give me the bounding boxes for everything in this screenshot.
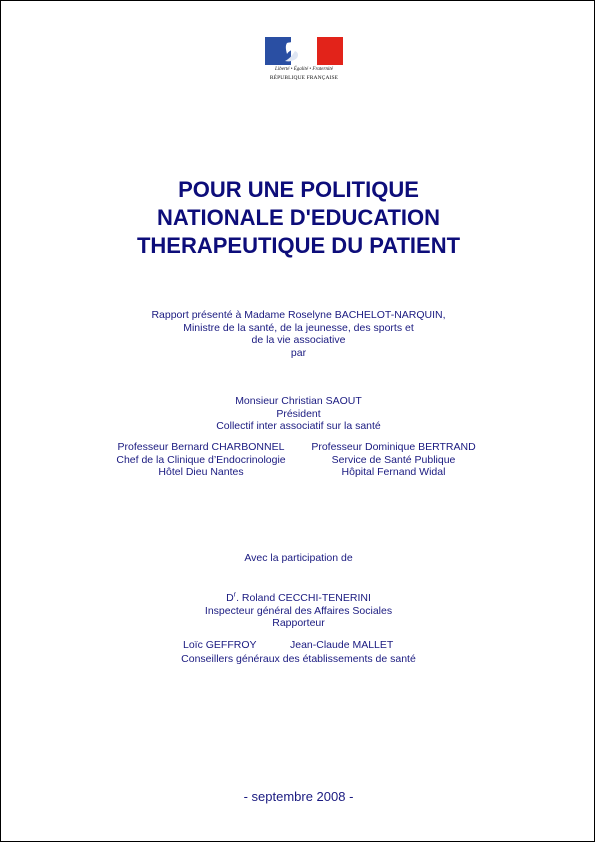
bertrand-name: Professeur Dominique BERTRAND	[311, 441, 476, 453]
bertrand-place: Hôpital Fernand Widal	[341, 466, 446, 479]
cecchi-title: D	[226, 592, 234, 604]
document-date: - septembre 2008 -	[243, 789, 354, 804]
charbonnel-place: Hôtel Dieu Nantes	[158, 466, 244, 479]
cecchi-name-line	[1, 592, 595, 605]
charbonnel-name: Professeur Bernard CHARBONNEL	[117, 441, 285, 453]
author-saout-block	[1, 395, 595, 433]
conseillers-block	[1, 653, 595, 666]
author-charbonnel	[101, 441, 301, 479]
report-line-par: par	[290, 346, 307, 359]
participation-heading	[1, 552, 595, 565]
co-authors-block	[1, 441, 595, 481]
logo-republique-francaise: RÉPUBLIQUE FRANÇAISE	[269, 75, 339, 81]
title-line-1: POUR UNE POLITIQUE	[178, 177, 419, 202]
report-line-2: Ministre de la santé, de la jeunesse, des sports et	[183, 321, 414, 334]
mallet-name: Jean-Claude MALLET	[290, 639, 394, 651]
saout-name: Monsieur Christian SAOUT	[235, 395, 362, 407]
document-title	[1, 176, 595, 260]
author-bertrand	[296, 441, 491, 479]
cecchi-function: Rapporteur	[272, 617, 325, 630]
saout-org: Collectif inter associatif sur la santé	[216, 420, 381, 433]
conseillers-names-row	[1, 639, 595, 653]
cecchi-title-sup: r	[233, 591, 237, 599]
report-recipient-block	[1, 309, 595, 359]
title-line-3: THERAPEUTIQUE DU PATIENT	[136, 233, 461, 258]
report-line-3: de la vie associative	[251, 334, 346, 347]
participation-text: Avec la participation de	[244, 552, 353, 564]
logo-motto: Liberté • Égalité • Fraternité	[275, 67, 333, 72]
cecchi-role: Inspecteur général des Affaires Sociales	[204, 604, 393, 617]
bertrand-role: Service de Santé Publique	[331, 453, 456, 466]
saout-role: Président	[276, 407, 321, 420]
republique-francaise-logo	[263, 37, 345, 83]
rapporteur-block	[1, 592, 595, 630]
charbonnel-role: Chef de la Clinique d’Endocrinologie	[116, 453, 286, 466]
marianne-flag-icon	[265, 37, 343, 65]
geffroy-name: Loïc GEFFROY	[183, 639, 257, 651]
conseillers-title: Conseillers généraux des établissements de santé	[181, 653, 416, 665]
report-line-1: Rapport présenté à Madame Roselyne BACHELOT-NARQUIN,	[151, 309, 446, 321]
cecchi-name: . Roland CECCHI-TENERINI	[236, 592, 371, 604]
title-line-2: NATIONALE D'EDUCATION	[156, 205, 441, 230]
